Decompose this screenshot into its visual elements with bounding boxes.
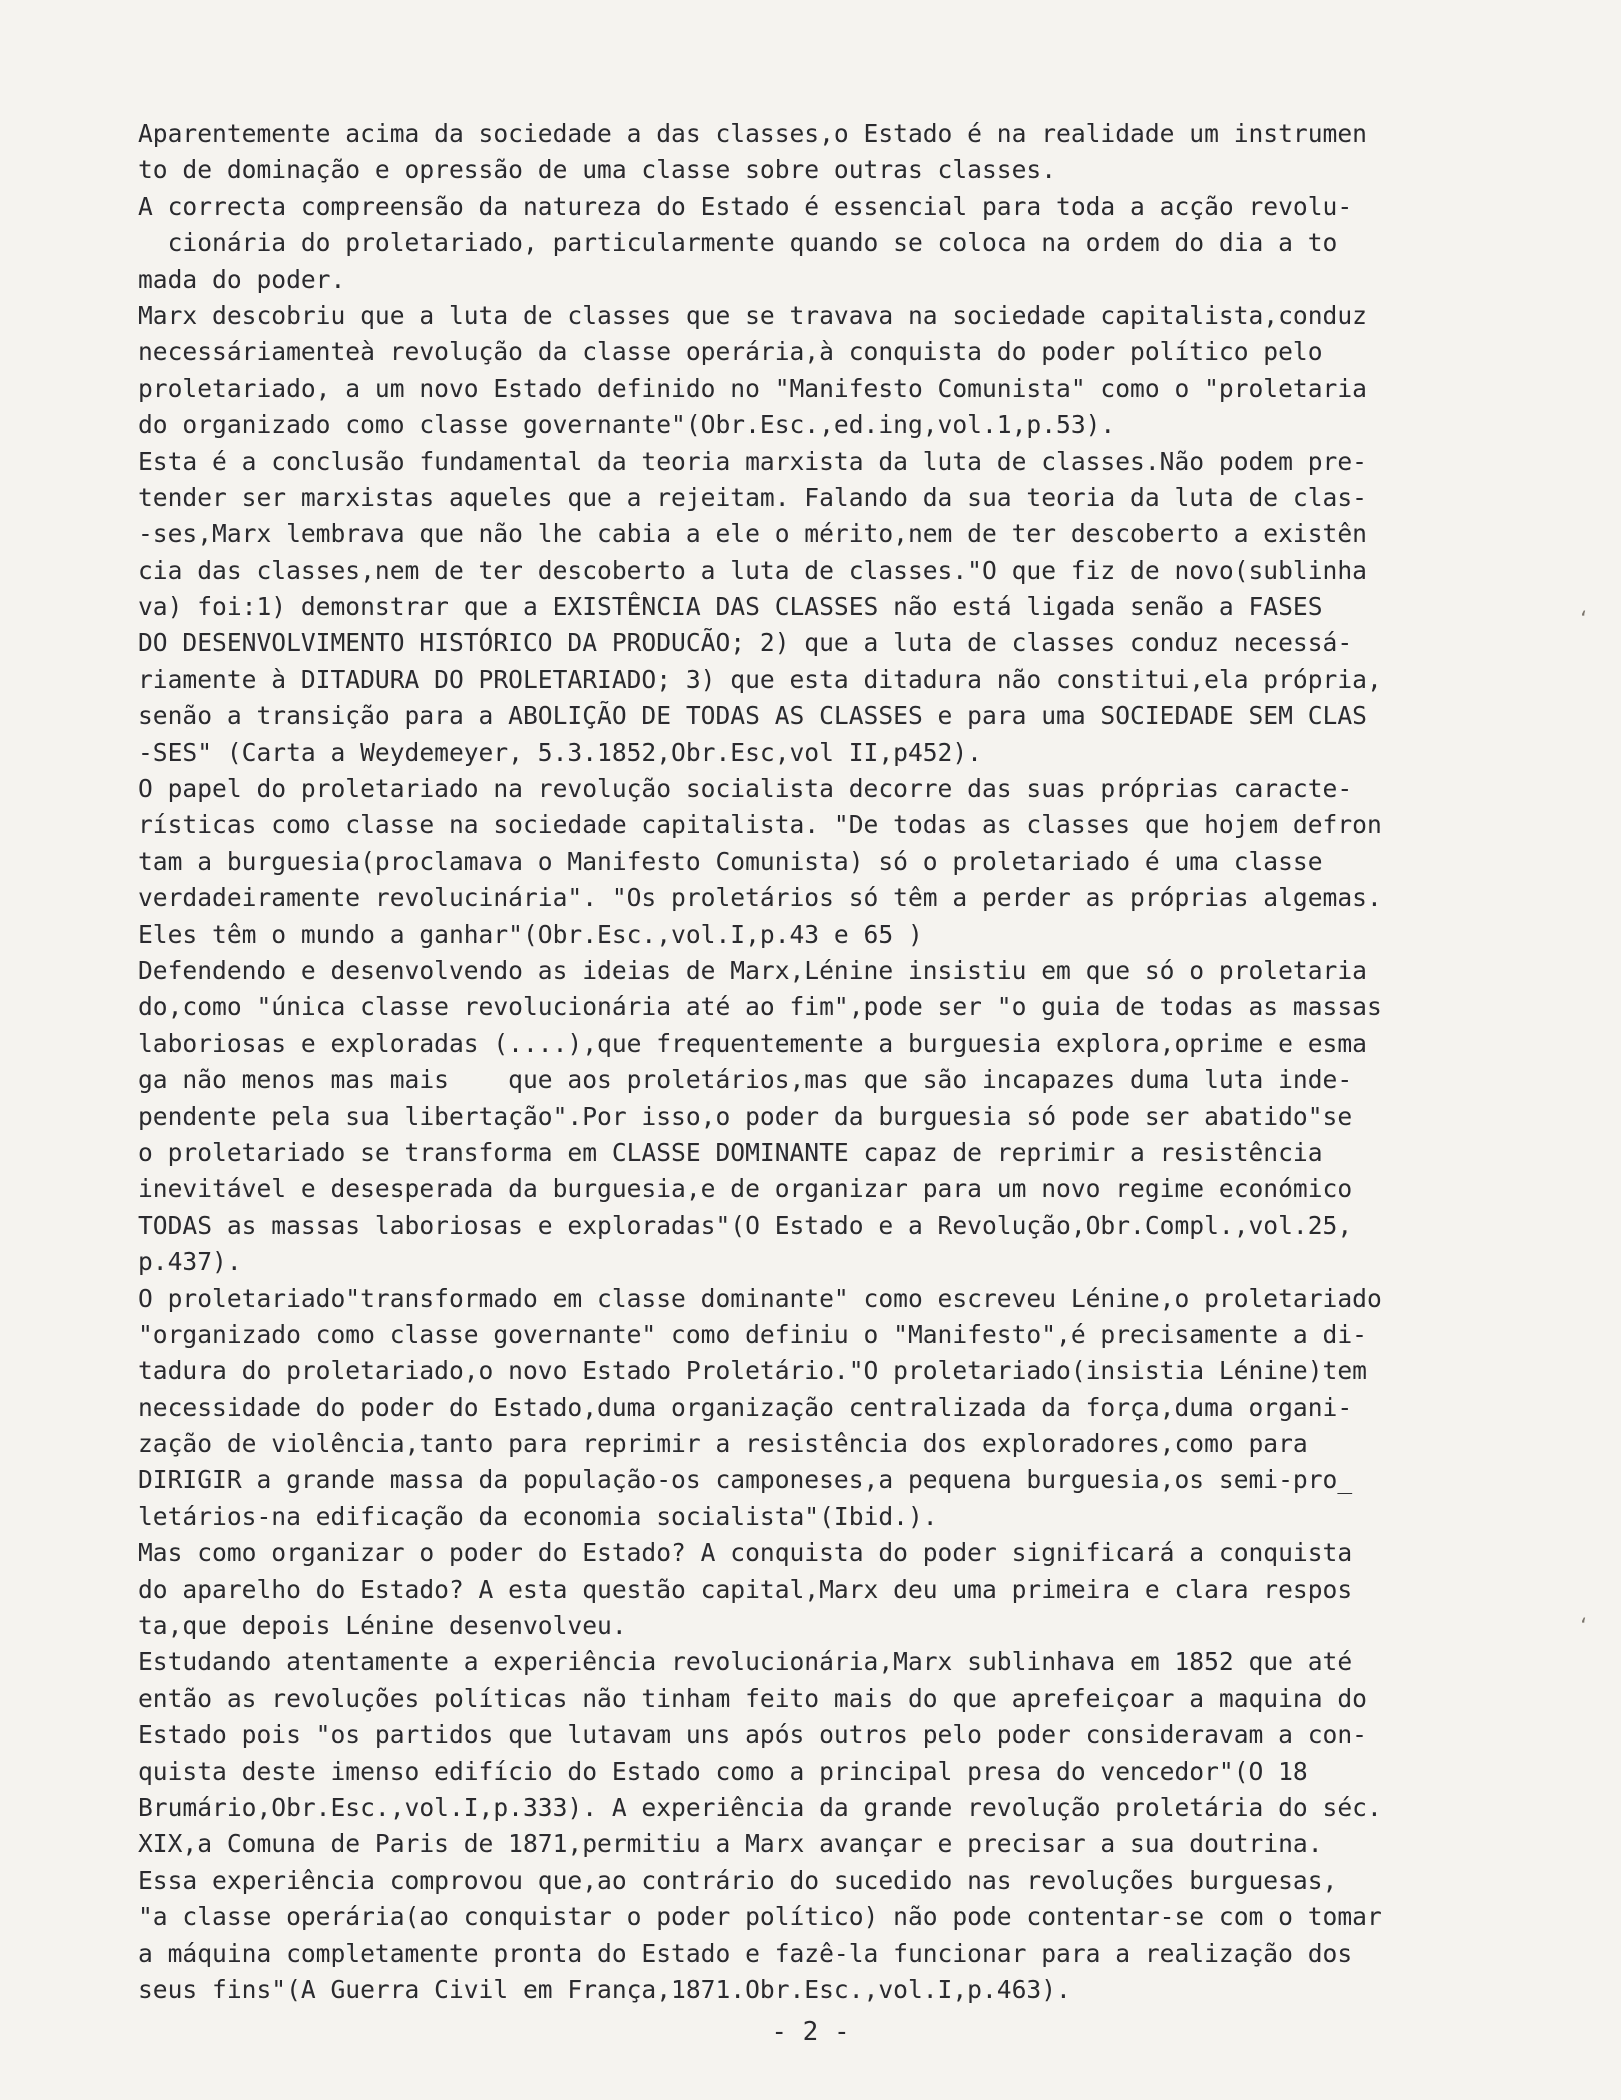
text-line: a máquina completamente pronta do Estado e fazê-la funcionar para a realização dos [138,1938,1353,1968]
body-text [138,116,1478,2008]
text-line: XIX,a Comuna de Paris de 1871,permitiu a Marx avançar e precisar a sua doutrina. [138,1829,1323,1859]
text-line: cionária do proletariado, particularmente quando se coloca na ordem do dia a to [138,228,1338,258]
text-line: Eles têm o mundo a ganhar"(Obr.Esc.,vol.I,p.43 e 65 ) [138,919,923,949]
text-line: "organizado como classe governante" como definiu o "Manifesto",é precisamente a di- [138,1319,1367,1349]
text-line: letários-na edificação da economia socialista"(Ibid.). [138,1501,938,1531]
text-line: "a classe operária(ao conquistar o poder político) não pode contentar-se com o tomar [138,1902,1382,1932]
page-number: - 2 - [771,2017,850,2047]
text-line: mada do poder. [138,264,346,294]
text-line: va) foi:1) demonstrar que a EXISTÊNCIA DAS CLASSES não está ligada senão a FASES [138,592,1323,622]
text-line: senão a transição para a ABOLIÇÃO DE TODAS AS CLASSES e para uma SOCIEDADE SEM CLAS [138,701,1367,731]
text-line: Marx descobriu que a luta de classes que se travava na sociedade capitalista,conduz [138,300,1367,330]
text-line: A correcta compreensão da natureza do Estado é essencial para toda a acção revolu- [138,191,1353,221]
text-line: Aparentemente acima da sociedade a das classes,o Estado é na realidade um instrumen [138,119,1367,148]
text-line: Essa experiência comprovou que,ao contrário do sucedido nas revoluções burguesas, [138,1865,1338,1895]
text-line: seus fins"(A Guerra Civil em França,1871.Obr.Esc.,vol.I,p.463). [138,1974,1071,2004]
text-line: do,como "única classe revolucionária até ao fim",pode ser "o guia de todas as massas [138,992,1382,1022]
text-line: Estudando atentamente a experiência revolucionária,Marx sublinhava em 1852 que até [138,1647,1353,1677]
text-line: DO DESENVOLVIMENTO HISTÓRICO DA PRODUCÃO; 2) que a luta de classes conduz necessá- [138,628,1353,658]
text-line: to de dominação e opressão de uma classe sobre outras classes. [138,155,1057,185]
text-line: tam a burguesia(proclamava o Manifesto Comunista) só o proletariado é uma classe [138,846,1323,876]
text-line: necessidade do poder do Estado,duma organização centralizada da força,duma organi- [138,1392,1353,1422]
text-line: do aparelho do Estado? A esta questão capital,Marx deu uma primeira e clara respos [138,1574,1353,1604]
text-line: tender ser marxistas aqueles que a rejeitam. Falando da sua teoria da luta de clas- [138,482,1367,512]
text-line: o proletariado se transforma em CLASSE DOMINANTE capaz de reprimir a resistência [138,1137,1323,1167]
text-line: p.437). [138,1247,242,1277]
text-line: Esta é a conclusão fundamental da teoria marxista da luta de classes.Não podem pre- [138,446,1367,476]
text-line: zação de violência,tanto para reprimir a resistência dos exploradores,como para [138,1429,1308,1459]
text-line: proletariado, a um novo Estado definido no "Manifesto Comunista" como o "proletaria [138,373,1367,403]
text-line: então as revoluções políticas não tinham feito mais do que aprefeiçoar a maquina do [138,1683,1367,1713]
text-line: riamente à DITADURA DO PROLETARIADO; 3) que esta ditadura não constitui,ela própria, [138,664,1382,694]
margin-mark: ‘ [1578,608,1589,629]
text-line: rísticas como classe na sociedade capitalista. "De todas as classes que hojem defron [138,810,1382,840]
text-line: Brumário,Obr.Esc.,vol.I,p.333). A experiência da grande revolução proletária do séc. [138,1792,1382,1822]
text-line: inevitável e desesperada da burguesia,e de organizar para um novo regime económico [138,1174,1353,1204]
text-line: necessáriamenteà revolução da classe operária,à conquista do poder político pelo [138,337,1323,367]
text-line: -ses,Marx lembrava que não lhe cabia a ele o mérito,nem de ter descoberto a existên [138,519,1367,549]
text-line: TODAS as massas laboriosas e exploradas"(O Estado e a Revolução,Obr.Compl.,vol.25, [138,1210,1353,1240]
text-line: ga não menos mas mais que aos proletários,mas que são incapazes duma luta inde- [138,1065,1353,1095]
text-line: ta,que depois Lénine desenvolveu. [138,1611,627,1641]
text-line: Estado pois "os partidos que lutavam uns após outros pelo poder consideravam a con- [138,1720,1367,1750]
margin-mark: ‘ [1578,1615,1589,1636]
text-line: O papel do proletariado na revolução socialista decorre das suas próprias caracte- [138,774,1353,804]
text-line: Mas como organizar o poder do Estado? A conquista do poder significará a conquista [138,1538,1353,1568]
text-line: quista deste imenso edifício do Estado como a principal presa do vencedor"(O 18 [138,1756,1308,1786]
text-line: -SES" (Carta a Weydemeyer, 5.3.1852,Obr.Esc,vol II,p452). [138,737,982,767]
text-line: do organizado como classe governante"(Obr.Esc.,ed.ing,vol.1,p.53). [138,410,1116,440]
text-line: tadura do proletariado,o novo Estado Proletário."O proletariado(insistia Lénine)tem [138,1356,1367,1386]
text-line: O proletariado"transformado em classe dominante" como escreveu Lénine,o proletariado [138,1283,1382,1313]
text-line: verdadeiramente revolucinária". "Os proletários só têm a perder as próprias algemas. [138,883,1382,913]
text-line: cia das classes,nem de ter descoberto a luta de classes."O que fiz de novo(sublinha [138,555,1367,585]
text-line: laboriosas e exploradas (....),que frequentemente a burguesia explora,oprime e esma [138,1028,1367,1058]
text-line: pendente pela sua libertação".Por isso,o poder da burguesia só pode ser abatido"se [138,1101,1353,1131]
text-line: DIRIGIR a grande massa da população-os camponeses,a pequena burguesia,os semi-pro_ [138,1465,1353,1495]
text-line: Defendendo e desenvolvendo as ideias de Marx,Lénine insistiu em que só o proletaria [138,955,1367,985]
